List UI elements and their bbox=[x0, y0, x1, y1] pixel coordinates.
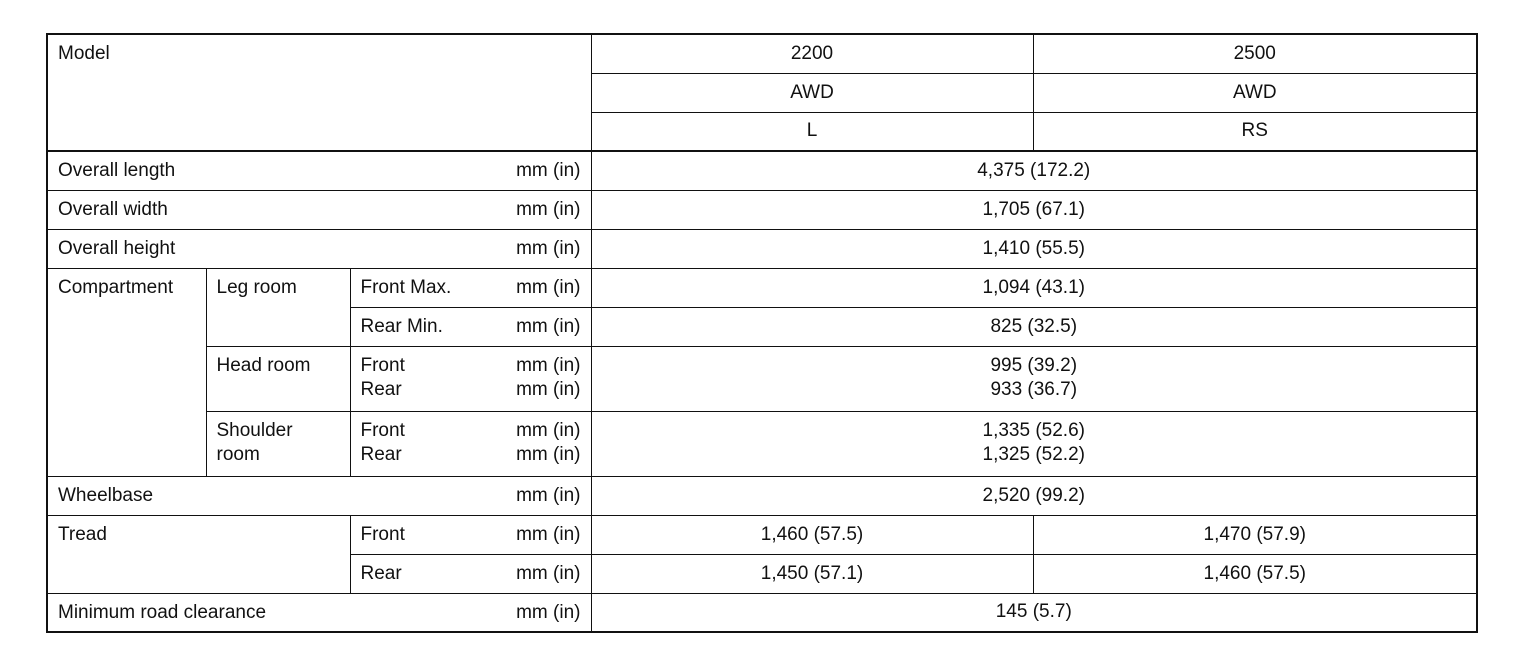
head-room-front-value: 995 (39.2) bbox=[990, 354, 1078, 376]
table-row bbox=[47, 151, 1477, 190]
col2-grade: RS bbox=[1033, 112, 1477, 151]
shoulder-room-front-label: Front bbox=[360, 419, 405, 441]
wheelbase-value: 2,520 (99.2) bbox=[591, 476, 1477, 515]
unit-label: mm (in) bbox=[490, 307, 591, 346]
table-row bbox=[47, 268, 1477, 307]
min-clearance-label: Minimum road clearance bbox=[47, 593, 490, 632]
model-label: Model bbox=[58, 43, 110, 64]
tread-front-value-2200: 1,460 (57.5) bbox=[591, 515, 1033, 554]
leg-room-front-max-value: 1,094 (43.1) bbox=[591, 268, 1477, 307]
tread-rear-value-2200: 1,450 (57.1) bbox=[591, 554, 1033, 593]
tread-front-label: Front bbox=[350, 515, 490, 554]
leg-room-front-max-label: Front Max. bbox=[350, 268, 490, 307]
head-room-label: Head room bbox=[206, 346, 350, 411]
unit-label: mm (in) bbox=[516, 354, 581, 376]
unit-label: mm (in) bbox=[490, 593, 591, 632]
head-room-positions bbox=[350, 346, 490, 411]
col1-engine: 2200 bbox=[591, 34, 1033, 73]
overall-height-value: 1,410 (55.5) bbox=[591, 229, 1477, 268]
shoulder-room-label-line1: Shoulder bbox=[216, 419, 293, 441]
overall-width-label: Overall width bbox=[47, 190, 490, 229]
unit-label: mm (in) bbox=[490, 190, 591, 229]
head-room-units bbox=[490, 346, 591, 411]
shoulder-room-label-line2: room bbox=[216, 443, 260, 465]
leg-room-rear-min-label: Rear Min. bbox=[350, 307, 490, 346]
wheelbase-label: Wheelbase bbox=[47, 476, 490, 515]
min-clearance-value: 145 (5.7) bbox=[591, 593, 1477, 632]
col1-drive: AWD bbox=[591, 73, 1033, 112]
overall-length-value: 4,375 (172.2) bbox=[591, 151, 1477, 190]
tread-front-value-2500: 1,470 (57.9) bbox=[1033, 515, 1477, 554]
head-room-values bbox=[591, 346, 1477, 411]
leg-room-rear-min-value: 825 (32.5) bbox=[591, 307, 1477, 346]
shoulder-room-positions bbox=[350, 411, 490, 476]
shoulder-room-values bbox=[591, 411, 1477, 476]
dimensions-spec-table bbox=[46, 33, 1478, 633]
overall-height-label: Overall height bbox=[47, 229, 490, 268]
unit-label: mm (in) bbox=[490, 268, 591, 307]
compartment-label: Compartment bbox=[47, 268, 206, 476]
unit-label: mm (in) bbox=[516, 378, 581, 400]
table-row bbox=[47, 346, 1477, 411]
col2-drive: AWD bbox=[1033, 73, 1477, 112]
col1-grade: L bbox=[591, 112, 1033, 151]
table-row bbox=[47, 229, 1477, 268]
tread-rear-value-2500: 1,460 (57.5) bbox=[1033, 554, 1477, 593]
unit-label: mm (in) bbox=[490, 476, 591, 515]
shoulder-room-rear-value: 1,325 (52.2) bbox=[982, 443, 1085, 465]
table-row bbox=[47, 190, 1477, 229]
table-row bbox=[47, 515, 1477, 554]
overall-length-label: Overall length bbox=[47, 151, 490, 190]
head-room-rear-label: Rear bbox=[360, 378, 402, 400]
tread-rear-label: Rear bbox=[350, 554, 490, 593]
shoulder-room-rear-label: Rear bbox=[360, 443, 402, 465]
unit-label: mm (in) bbox=[490, 554, 591, 593]
unit-label: mm (in) bbox=[516, 419, 581, 441]
table-row bbox=[47, 593, 1477, 632]
shoulder-room-label bbox=[206, 411, 350, 476]
head-room-front-label: Front bbox=[360, 354, 405, 376]
unit-label: mm (in) bbox=[490, 515, 591, 554]
col2-engine: 2500 bbox=[1033, 34, 1477, 73]
overall-width-value: 1,705 (67.1) bbox=[591, 190, 1477, 229]
unit-label: mm (in) bbox=[490, 151, 591, 190]
table-row bbox=[47, 476, 1477, 515]
shoulder-room-units bbox=[490, 411, 591, 476]
model-header-cell bbox=[47, 34, 591, 151]
table-row bbox=[47, 411, 1477, 476]
unit-label: mm (in) bbox=[516, 443, 581, 465]
tread-label: Tread bbox=[47, 515, 350, 593]
shoulder-room-front-value: 1,335 (52.6) bbox=[982, 419, 1085, 441]
head-room-rear-value: 933 (36.7) bbox=[990, 378, 1078, 400]
unit-label: mm (in) bbox=[490, 229, 591, 268]
leg-room-label: Leg room bbox=[206, 268, 350, 346]
